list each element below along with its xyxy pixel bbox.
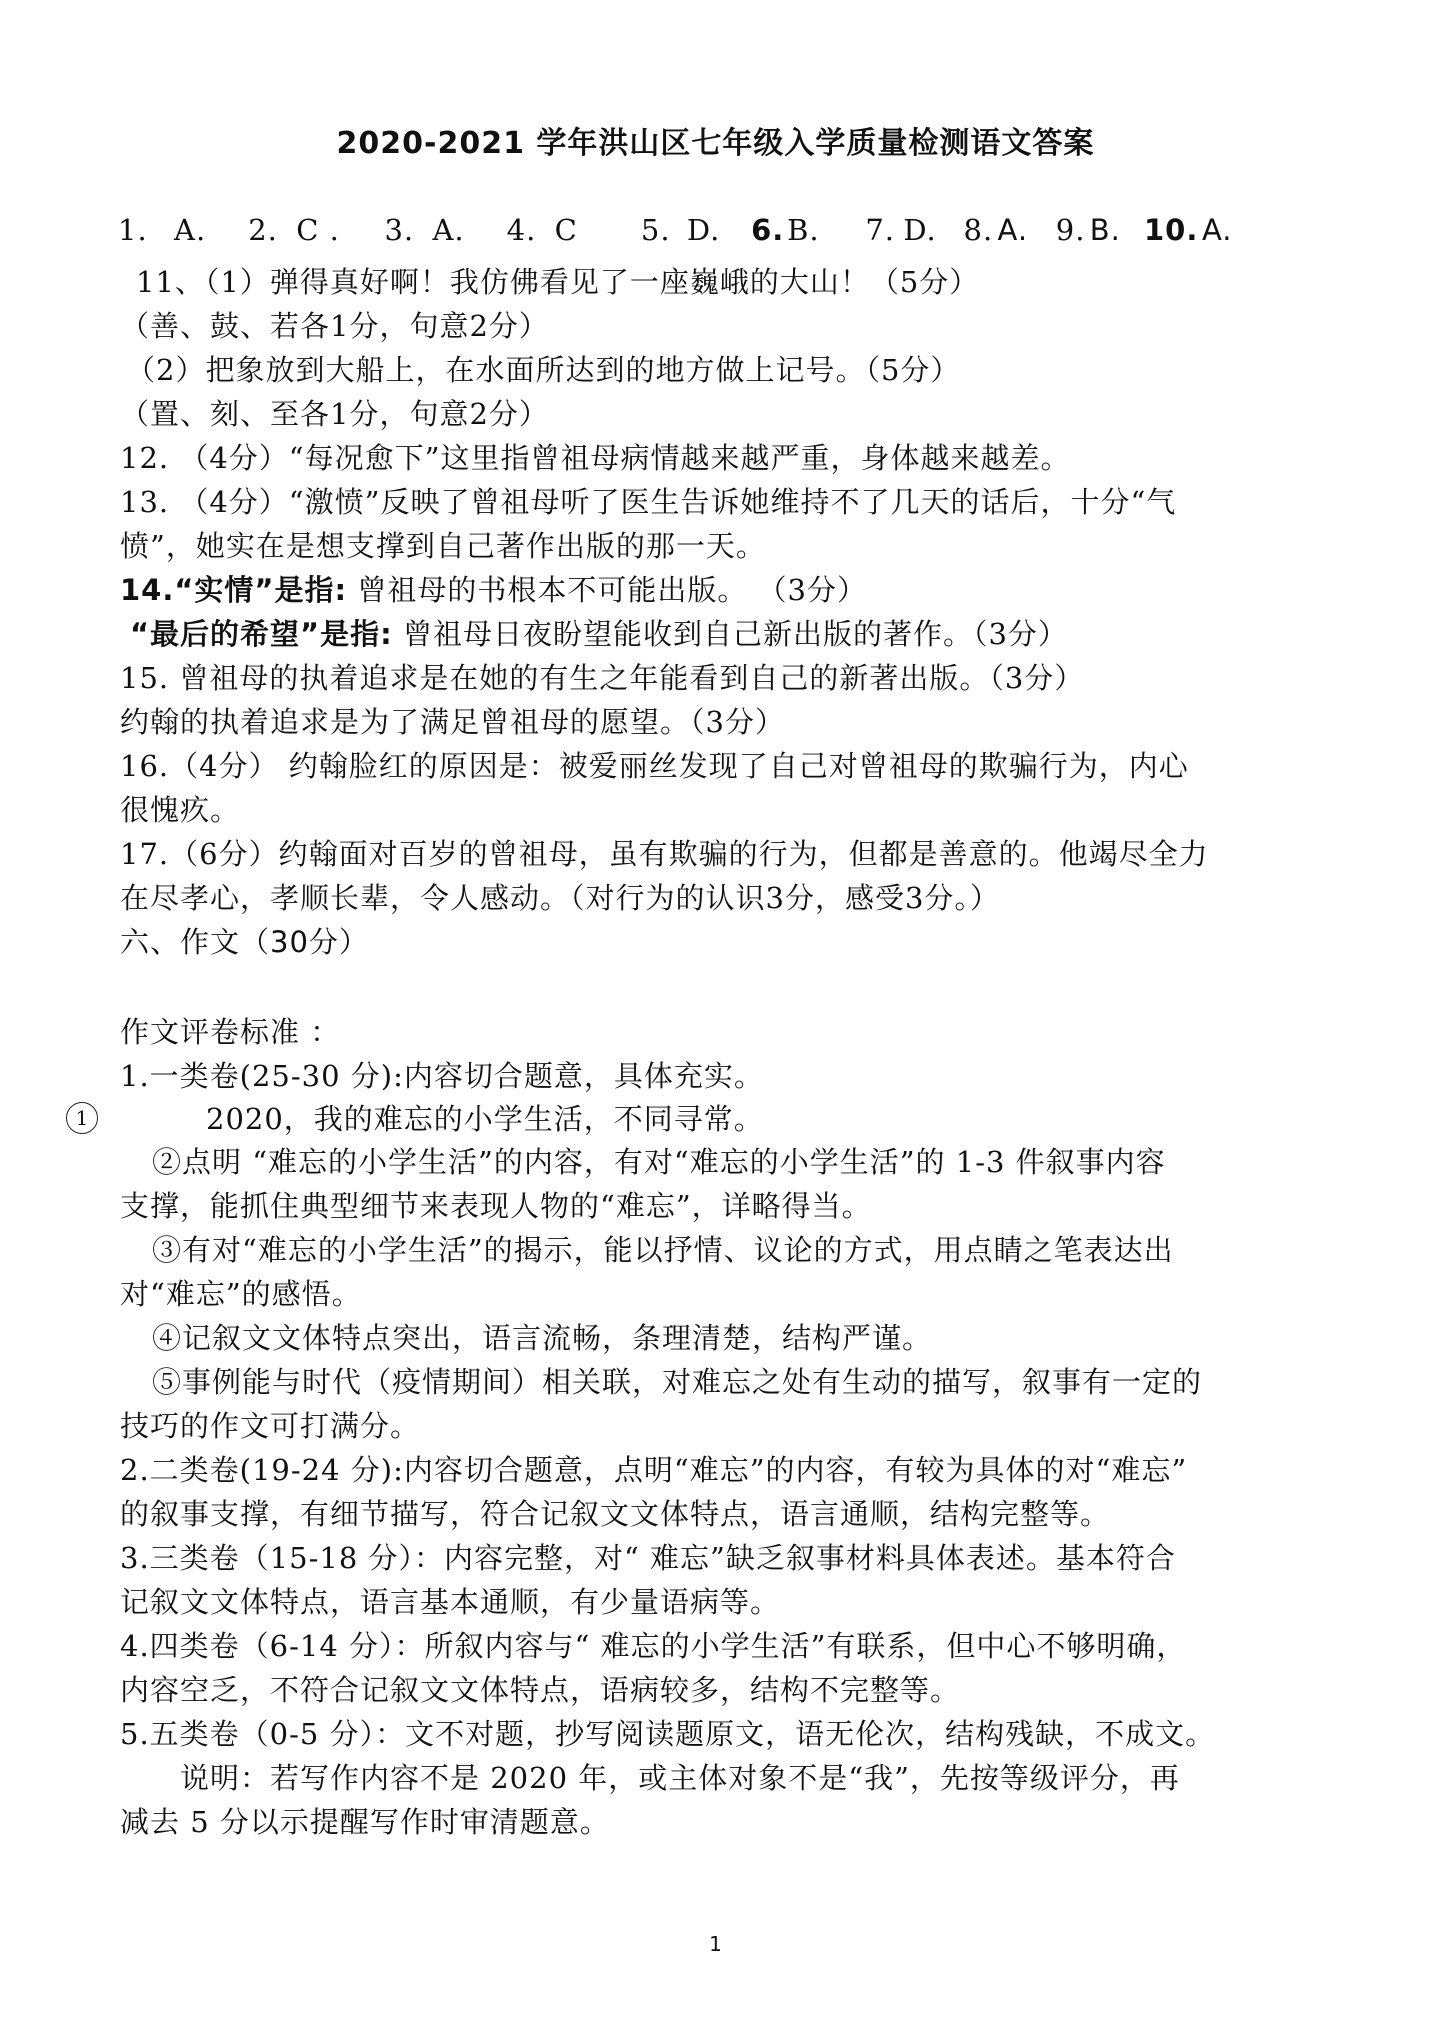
essay-level-2-line1: 2.二类卷(19-24 分):内容切合题意，点明“难忘”的内容，有较为具体的对“难忘” <box>120 1453 1188 1487</box>
mcq-num: 5. <box>640 213 671 247</box>
essay-point-4: ④记叙文文体特点突出，语言流畅，条理清楚，结构严谨。 <box>152 1321 933 1355</box>
essay-level-4-line1: 4.四类卷（6-14 分）：所叙内容与“ 难忘的小学生活”有联系，但中心不够明确， <box>120 1629 1187 1663</box>
page-title: 2020-2021 学年洪山区七年级入学质量检测语文答案 <box>336 126 1095 161</box>
answer-q11-2-scoring: （置、刻、至各1分，句意2分） <box>120 397 549 431</box>
answer-q15-line1: 15. 曾祖母的执着追求是在她的有生之年能看到自己的新著出版。（3分） <box>120 661 1085 695</box>
mcq-num: 1. <box>118 213 148 247</box>
page-number: 1 <box>709 1932 722 1956</box>
mcq-ans: C <box>554 213 578 247</box>
mcq-num: 10. <box>1143 213 1199 247</box>
mcq-ans: A. <box>432 213 465 247</box>
essay-point-2-line1: ②点明 “难忘的小学生活”的内容，有对“难忘的小学生活”的 1-3 件叙事内容 <box>152 1145 1166 1179</box>
mcq-num: 3. <box>384 213 415 247</box>
essay-point-3-line2: 对“难忘”的感悟。 <box>120 1277 362 1311</box>
mcq-num: 2. <box>248 213 278 247</box>
q14-hope-label: “最后的希望”是指: <box>130 617 393 651</box>
answer-q11-1-scoring: （善、鼓、若各1分，句意2分） <box>120 309 549 343</box>
essay-note-line1: 说明：若写作内容不是 2020 年，或主体对象不是“我”，先按等级评分，再 <box>180 1761 1180 1795</box>
answer-q11-2: （2）把象放到大船上，在水面所达到的地方做上记号。（5分） <box>126 353 961 387</box>
answer-q15-line2: 约翰的执着追求是为了满足曾祖母的愿望。（3分） <box>120 705 785 739</box>
essay-point-5-line1: ⑤事例能与时代（疫情期间）相关联，对难忘之处有生动的描写，叙事有一定的 <box>152 1365 1203 1399</box>
answer-q13-line2: 愤”，她实在是想支撑到自己著作出版的那一天。 <box>120 529 766 563</box>
mcq-num: 7. <box>865 213 895 247</box>
essay-level-1: 1.一类卷(25-30 分):内容切合题意，具体充实。 <box>120 1059 764 1093</box>
answer-q17-line1: 17.（6分）约翰面对百岁的曾祖母，虽有欺骗的行为，但都是善意的。他竭尽全力 <box>120 837 1209 871</box>
essay-level-3-line1: 3.三类卷（15-18 分）：内容完整，对“ 难忘”缺乏叙事材料具体表述。基本符合 <box>120 1541 1176 1575</box>
essay-point-1: 2020，我的难忘的小学生活，不同寻常。 <box>206 1102 764 1136</box>
q14-text: 曾祖母的书根本不可能出版。 （3分） <box>357 573 867 607</box>
mcq-ans: A. <box>174 213 207 247</box>
essay-level-2-line2: 的叙事支撑，有细节描写，符合记叙文文体特点，语言通顺，结构完整等。 <box>120 1497 1111 1531</box>
mcq-ans: D. <box>686 213 721 247</box>
mcq-ans: B. <box>787 213 820 247</box>
mcq-num: 9. <box>1055 213 1086 247</box>
mcq-ans: A. <box>997 213 1029 247</box>
essay-level-4-line2: 内容空乏，不符合记叙文文体特点，语病较多，结构不完整等。 <box>120 1673 961 1707</box>
answer-q12: 12. （4分）“每况愈下”这里指曾祖母病情越来越严重，身体越来越差。 <box>120 441 1071 475</box>
mcq-ans: D. <box>903 213 937 247</box>
answer-q16-line1: 16.（4分） 约翰脸红的原因是：被爱丽丝发现了自己对曾祖母的欺骗行为，内心 <box>120 749 1189 783</box>
essay-point-3-line1: ③有对“难忘的小学生活”的揭示，能以抒情、议论的方式，用点睛之笔表达出 <box>152 1233 1174 1267</box>
answer-q14 <box>120 570 867 610</box>
multiple-choice-answers <box>118 210 1242 250</box>
essay-level-3-line2: 记叙文文体特点，语言基本通顺，有少量语病等。 <box>120 1585 781 1619</box>
essay-criteria-heading: 作文评卷标准 ： <box>120 1015 341 1049</box>
circled-number: 1 <box>66 1102 98 1134</box>
q14-hope-text: 曾祖母日夜盼望能收到自己新出版的著作。（3分） <box>402 617 1068 651</box>
essay-note-line2: 减去 5 分以示提醒写作时审清题意。 <box>120 1805 610 1839</box>
mcq-num: 4. <box>506 213 537 247</box>
mcq-ans: C . <box>296 213 340 247</box>
mcq-num: 6. <box>751 213 785 247</box>
section-six-heading: 六、作文（30分） <box>120 925 369 959</box>
mcq-ans: A. <box>1201 213 1233 247</box>
mcq-num: 8. <box>963 213 994 247</box>
answer-q11-1: 11、（1）弹得真好啊！我仿佛看见了一座巍峨的大山！（5分） <box>136 265 980 299</box>
mcq-ans: B. <box>1089 213 1121 247</box>
answer-q17-line2: 在尽孝心，孝顺长辈，令人感动。（对行为的认识3分，感受3分。） <box>120 881 1000 915</box>
essay-point-2-line2: 支撑，能抓住典型细节来表现人物的“难忘”，详略得当。 <box>120 1189 872 1223</box>
q14-label: 14.“实情”是指: <box>120 573 348 607</box>
answer-q13-line1: 13. （4分）“激愤”反映了曾祖母听了医生告诉她维持不了几天的话后，十分“气 <box>120 485 1177 519</box>
essay-point-5-line2: 技巧的作文可打满分。 <box>120 1409 421 1443</box>
answer-q16-line2: 很愧疚。 <box>120 793 241 827</box>
essay-level-5: 5.五类卷（0-5 分）：文不对题，抄写阅读题原文，语无伦次，结构残缺，不成文。 <box>120 1717 1216 1751</box>
answer-q14-hope <box>130 614 1068 654</box>
